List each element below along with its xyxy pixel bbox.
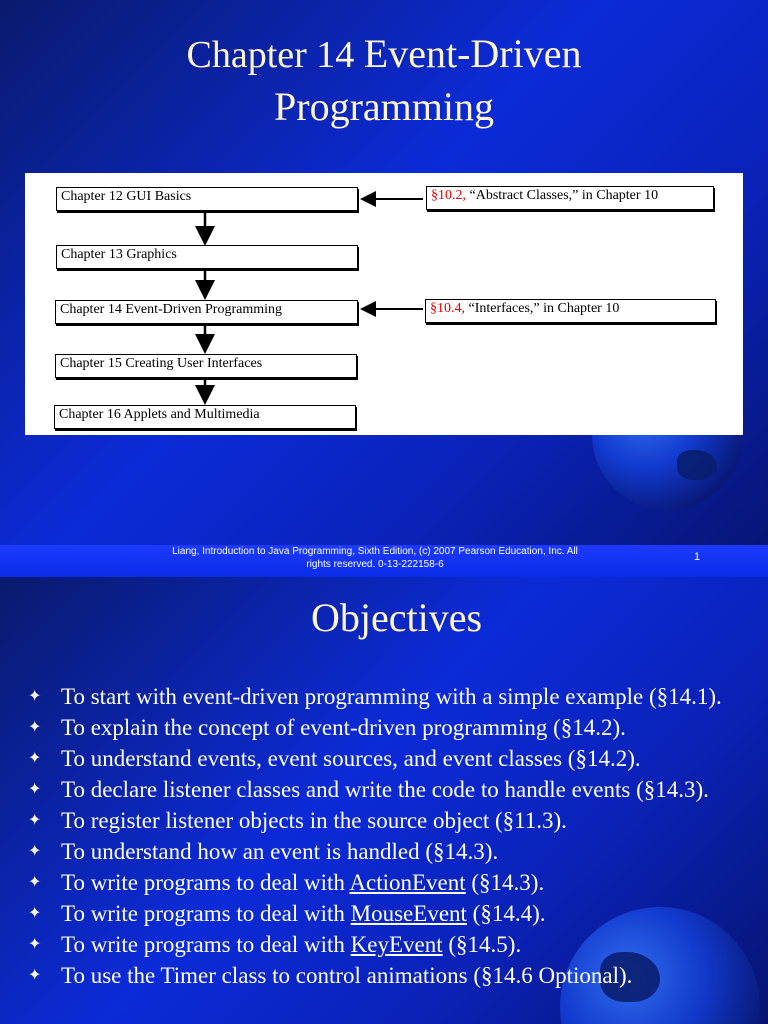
- four-point-star-icon: ✦: [28, 936, 42, 953]
- objective-item: ✦ To understand how an event is handled (§14.3).: [28, 839, 499, 864]
- objectives-list: [0, 684, 768, 994]
- chapter-14-box: Chapter 14 Event-Driven Programming: [55, 300, 358, 324]
- chapter-15-box: Chapter 15 Creating User Interfaces: [55, 354, 357, 378]
- objective-item: ✦ To write programs to deal with MouseEvent (§14.4).: [28, 901, 546, 926]
- objective-link[interactable]: MouseEvent: [350, 901, 467, 926]
- slide-2: [0, 577, 768, 1024]
- four-point-star-icon: ✦: [28, 781, 42, 798]
- chapter-dependency-diagram: [25, 173, 743, 435]
- objective-item: ✦ To register listener objects in the source object (§11.3).: [28, 808, 567, 833]
- copyright-footer: Liang, Introduction to Java Programming, Sixth Edition, (c) 2007 Pearson Education, Inc. All rights reserved. 0-13-222158-6: [172, 546, 578, 570]
- four-point-star-icon: ✦: [28, 905, 42, 922]
- objective-item: ✦ To declare listener classes and write the code to handle events (§14.3).: [28, 777, 709, 802]
- objective-item: ✦ To write programs to deal with ActionEvent (§14.3).: [28, 870, 545, 895]
- four-point-star-icon: ✦: [28, 688, 42, 705]
- chapter-16-box: Chapter 16 Applets and Multimedia: [54, 405, 356, 429]
- chapter-13-box: Chapter 13 Graphics: [56, 245, 358, 269]
- four-point-star-icon: ✦: [28, 719, 42, 736]
- objectives-title: Objectives: [310, 595, 483, 640]
- objective-link[interactable]: KeyEvent: [350, 932, 443, 957]
- objective-item: ✦ To understand events, event sources, and event classes (§14.2).: [28, 746, 641, 771]
- objective-item: ✦ To explain the concept of event-driven programming (§14.2).: [28, 715, 626, 740]
- four-point-star-icon: ✦: [28, 967, 42, 984]
- objective-link[interactable]: ActionEvent: [349, 870, 466, 895]
- objective-item: ✦ To use the Timer class to control animations (§14.6 Optional).: [28, 963, 633, 988]
- objective-item: ✦ To write programs to deal with KeyEvent (§14.5).: [28, 932, 522, 957]
- slide-title: Chapter 14 Event-Driven Programming: [186, 31, 582, 129]
- four-point-star-icon: ✦: [28, 843, 42, 860]
- four-point-star-icon: ✦: [28, 812, 42, 829]
- chapter-12-box: Chapter 12 GUI Basics: [56, 187, 358, 211]
- four-point-star-icon: ✦: [28, 750, 42, 767]
- prereq-abstract-classes: §10.2, “Abstract Classes,” in Chapter 10: [426, 186, 714, 210]
- four-point-star-icon: ✦: [28, 874, 42, 891]
- objective-item: ✦ To start with event-driven programming with a simple example (§14.1).: [28, 684, 722, 709]
- page-number: 1: [694, 551, 701, 563]
- prereq-interfaces: §10.4, “Interfaces,” in Chapter 10: [425, 299, 716, 323]
